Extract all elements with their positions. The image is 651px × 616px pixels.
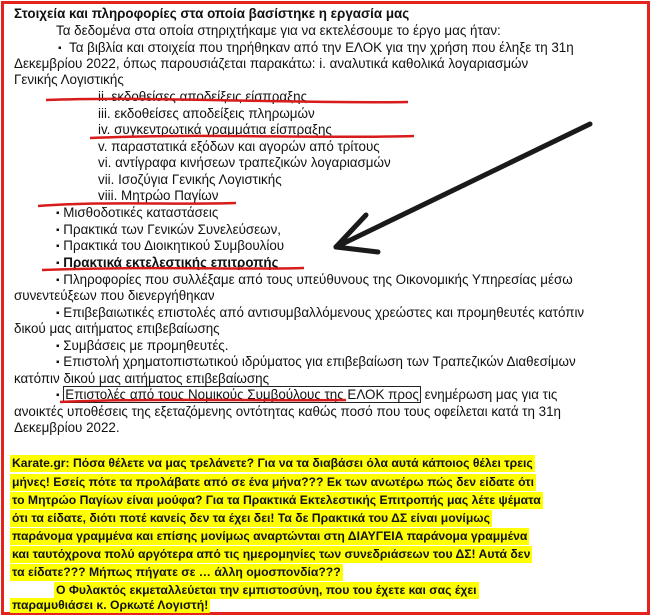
square-bullet-icon: ▪ — [56, 357, 60, 368]
bullet-confirmations-line-1: ▪ Επιβεβαιωτικές επιστολές από αντισυμβαλλόμενους χρεώστες και προμηθευτές κατόπιν — [56, 305, 585, 320]
diagonal-arrow-icon — [336, 124, 590, 252]
square-bullet-icon: ▪ — [56, 258, 60, 269]
red-underline-3 — [38, 203, 236, 206]
comment-line-7: τα είδατε??? Μήπως πήγατε σε … άλλη ομοσπονδία??? — [12, 565, 341, 579]
roman-item-v: v. παραστατικά εξόδων και αγορών από τρίτους — [98, 139, 380, 154]
bullet-general-assemblies: ▪ Πρακτικά των Γενικών Συνελεύσεων, — [56, 222, 282, 237]
bullet-books-line-2: Δεκεμβρίου 2022, όπως παρουσιάζεται παρακάτω: i. αναλυτικά καθολικά λογαριασμών — [14, 56, 529, 71]
roman-item-iii: iii. εκδοθείσες αποδείξεις πληρωμών — [98, 106, 315, 121]
bullet-legal-letters-line-1: ▪ Επιστολές από τους Νομικούς Συμβούλους της ΕΛΟΚ προς ενημέρωση μας για τις — [56, 387, 558, 402]
bullet-legal-letters-line-3: Δεκεμβρίου 2022. — [14, 420, 120, 435]
intro-text: Τα δεδομένα στα οποία στηριχτήκαμε για να εκτελέσουμε το έργο μας ήταν: — [56, 23, 501, 38]
comment-line-1: Karate.gr: Πόσα θέλετε να μας τρελάνετε? Για να τα διαβάσει όλα αυτά κάποιος θέλει τρεις — [12, 456, 533, 470]
comment-line-8: Ο Φυλακτός εκμεταλλεύεται την εμπιστοσύνη, που του έχετε και σας έχει — [56, 583, 477, 597]
comment-line-3: το Μητρώο Παγίων είναι μούφα? Για τα Πρακτικά Εκτελεστικής Επιτροπής μας λέτε ψέματα — [12, 493, 541, 507]
roman-item-viii: viii. Μητρώο Παγίων — [98, 188, 219, 203]
section-heading: Στοιχεία και πληροφορίες στα οποία βασίστηκε η εργασία μας — [14, 6, 410, 21]
legal-letters-boxed-text: Επιστολές από τους Νομικούς Συμβούλους της ΕΛΟΚ προς — [65, 387, 419, 402]
bullet-bank-letter-line-1: ▪ Επιστολή χρηματοπιστωτικού ιδρύματος για επιβεβαίωση των Τραπεζικών Διαθεσίμων — [56, 354, 576, 369]
roman-item-vii: vii. Ισοζύγια Γενικής Λογιστικής — [98, 172, 282, 187]
bullet-payroll: ▪ Μισθοδοτικές καταστάσεις — [56, 205, 219, 220]
bullet-legal-letters-line-2: ανοικτές υποθέσεις της εξεταζόμενης οντότητας καθώς ποσό που τους οφείλεται κατά τη 31η — [14, 404, 561, 419]
square-bullet-icon: ▪ — [56, 225, 60, 236]
comment-line-4: ότι τα είδατε, διότι ποτέ κανείς δεν τα έχει δει! Τα δε Πρακτικά του ΔΣ είναι μονίμως — [12, 511, 490, 525]
bullet-information-line-1: ▪ Πληροφορίες που συλλέξαμε από τους υπεύθυνους της Οικονομικής Υπηρεσίας μέσω — [56, 272, 573, 287]
bullet-contracts: ▪ Συμβάσεις με προμηθευτές. — [56, 338, 229, 353]
square-bullet-icon: ▪ — [56, 275, 60, 286]
comment-line-9: παραμυθιάσει κ. Ορκωτέ Λογιστή! — [12, 598, 209, 612]
red-underline-1 — [46, 99, 408, 102]
comment-line-2: μήνες! Εσείς πότε τα προλάβατε από σε ένα μήνα??? Εκ των ανωτέρω πώς δεν είδατε ότι — [12, 475, 535, 489]
square-bullet-icon: ▪ — [58, 43, 62, 54]
bullet-executive-committee: ▪ Πρακτικά εκτελεστικής επιτροπής — [56, 255, 279, 270]
square-bullet-icon: ▪ — [56, 341, 60, 352]
red-underline-2 — [90, 136, 414, 138]
square-bullet-icon: ▪ — [56, 308, 60, 319]
bullet-books-line-3: Γενικής Λογιστικής — [14, 72, 124, 87]
bullet-books-line-1: ▪ Τα βιβλία και στοιχεία που τηρήθηκαν από την ΕΛΟΚ για την χρήση που έληξε τη 31η — [58, 40, 574, 55]
comment-line-5: παράνομα γραμμένα και επίσης μονίμως αναρτώνται στη ΔΙΑΥΓΕΙΑ παράνομα γραμμένα — [12, 529, 528, 543]
bullet-confirmations-line-2: δικού μας αιτήματος επιβεβαίωσης — [14, 321, 220, 336]
bullet-bank-letter-line-2: κατόπιν δικού μας αιτήματος επιβεβαίωσης — [14, 371, 270, 386]
square-bullet-icon: ▪ — [56, 390, 60, 401]
comment-line-6: και ταυτόχρονα πολύ αργότερα από τις ημερομηνίες των συνεδριάσεων του ΔΣ! Αυτά δεν — [12, 547, 531, 561]
square-bullet-icon: ▪ — [56, 208, 60, 219]
bullet-board-minutes: ▪ Πρακτικά του Διοικητικού Συμβουλίου — [56, 238, 285, 253]
roman-item-ii: ii. εκδοθείσες αποδείξεις είσπραξης — [98, 89, 308, 104]
red-underline-5 — [60, 400, 346, 402]
roman-item-vi: vi. αντίγραφα κινήσεων τραπεζικών λογαριασμών — [98, 155, 391, 170]
roman-item-iv: iv. συγκεντρωτικά γραμμάτια είσπραξης — [98, 122, 332, 137]
bullet-information-line-2: συνεντεύξεων που διενεργήθηκαν — [14, 288, 215, 303]
red-underline-4 — [42, 268, 304, 270]
square-bullet-icon: ▪ — [56, 241, 60, 252]
